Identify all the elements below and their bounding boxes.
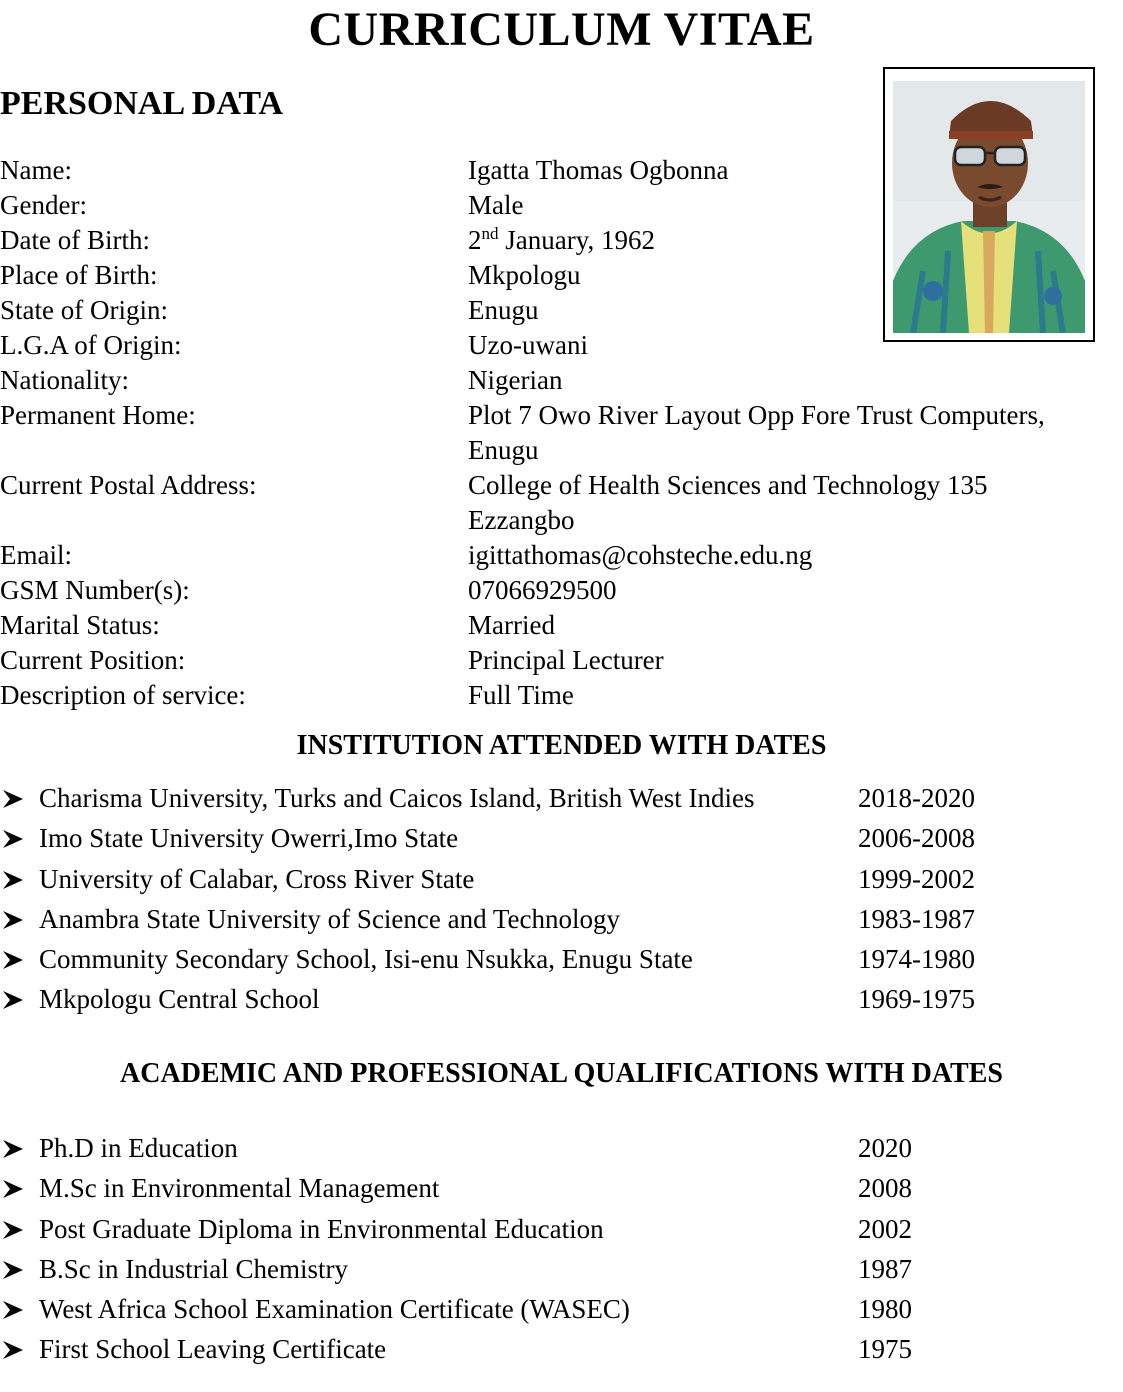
page-title: CURRICULUM VITAE (308, 3, 815, 56)
field-value: Igatta Thomas Ogbonna (468, 155, 729, 185)
arrow-bullet-icon (2, 870, 24, 890)
field-label: Marital Status: (0, 610, 160, 640)
arrow-bullet-icon (2, 910, 24, 930)
qualification-name: B.Sc in Industrial Chemistry (39, 1253, 348, 1284)
field-label: Date of Birth: (0, 225, 150, 255)
field-label: Gender: (0, 190, 87, 220)
institution-name: University of Calabar, Cross River State (39, 863, 475, 894)
field-label: Nationality: (0, 365, 129, 395)
personal-data-heading: PERSONAL DATA (0, 85, 284, 122)
field-label: Place of Birth: (0, 260, 158, 290)
arrow-bullet-icon (2, 1300, 24, 1320)
institution-name: Imo State University Owerri,Imo State (39, 823, 459, 854)
address-line-1: Plot 7 Owo River Layout Opp Fore Trust Computers, (468, 400, 1045, 430)
arrow-bullet-icon (2, 950, 24, 970)
institution-name: Anambra State University of Science and Technology (39, 903, 620, 934)
arrow-bullet-icon (2, 789, 24, 809)
dob-day: 2 (468, 225, 482, 255)
field-label: Current Position: (0, 645, 186, 675)
field-label: GSM Number(s): (0, 575, 190, 605)
field-value: Principal Lecturer (468, 645, 664, 675)
field-value: Nigerian (468, 365, 563, 395)
arrow-bullet-icon (2, 1139, 24, 1159)
address-line-2: Enugu (468, 435, 539, 465)
qualification-name: West Africa School Examination Certificate (WASEC) (39, 1294, 630, 1325)
institution-name: Community Secondary School, Isi-enu Nsukka, Enugu State (39, 944, 693, 975)
address-line-1: College of Health Sciences and Technology 135 (468, 470, 988, 500)
field-value (468, 223, 1123, 258)
field-label: Description of service: (0, 680, 246, 710)
qualification-year: 2020 (858, 1133, 912, 1163)
qualification-year: 2002 (858, 1213, 912, 1244)
qualifications-heading: ACADEMIC AND PROFESSIONAL QUALIFICATIONS WITH DATES (120, 1058, 1003, 1089)
field-value: Mkpologu (468, 260, 581, 290)
institution-dates: 1983-1987 (858, 903, 975, 934)
field-value: Male (468, 190, 524, 220)
field-label: State of Origin: (0, 295, 168, 325)
field-value (468, 468, 1123, 538)
field-value: 07066929500 (468, 575, 617, 605)
institutions-heading: INSTITUTION ATTENDED WITH DATES (296, 730, 827, 761)
field-value (468, 398, 1123, 468)
arrow-bullet-icon (2, 829, 24, 849)
qualification-year: 2008 (858, 1173, 912, 1204)
qualification-year: 1987 (858, 1253, 912, 1284)
qualification-year: 1980 (858, 1294, 912, 1325)
qualification-name: M.Sc in Environmental Management (39, 1173, 440, 1204)
field-label: Name: (0, 155, 72, 185)
institution-name: Charisma University, Turks and Caicos Island, British West Indies (39, 783, 755, 813)
institution-dates: 1974-1980 (858, 944, 975, 975)
address-line-2: Ezzangbo (468, 505, 575, 535)
field-value: Enugu (468, 295, 539, 325)
arrow-bullet-icon (2, 1260, 24, 1280)
field-value: Uzo-uwani (468, 330, 588, 360)
institution-name: Mkpologu Central School (39, 984, 320, 1015)
dob-day-suffix: nd (481, 224, 499, 243)
field-value: igittathomas@cohsteche.edu.ng (468, 540, 813, 570)
qualification-name: Post Graduate Diploma in Environmental Education (39, 1213, 604, 1244)
arrow-bullet-icon (2, 1220, 24, 1240)
field-label: L.G.A of Origin: (0, 330, 182, 360)
institution-dates: 2006-2008 (858, 823, 975, 854)
arrow-bullet-icon (2, 1340, 24, 1360)
dob-month-year: January, 1962 (505, 225, 655, 255)
institution-dates: 2018-2020 (858, 783, 975, 813)
institution-dates: 1969-1975 (858, 984, 975, 1015)
qualification-name: Ph.D in Education (39, 1133, 238, 1163)
field-value: Married (468, 610, 555, 640)
field-value: Full Time (468, 680, 574, 710)
field-label: Permanent Home: (0, 400, 196, 430)
arrow-bullet-icon (2, 1179, 24, 1199)
field-label: Current Postal Address: (0, 470, 257, 500)
qualification-year: 1975 (858, 1334, 912, 1365)
arrow-bullet-icon (2, 990, 24, 1010)
institution-dates: 1999-2002 (858, 863, 975, 894)
qualification-name: First School Leaving Certificate (39, 1334, 387, 1365)
field-label: Email: (0, 540, 72, 570)
